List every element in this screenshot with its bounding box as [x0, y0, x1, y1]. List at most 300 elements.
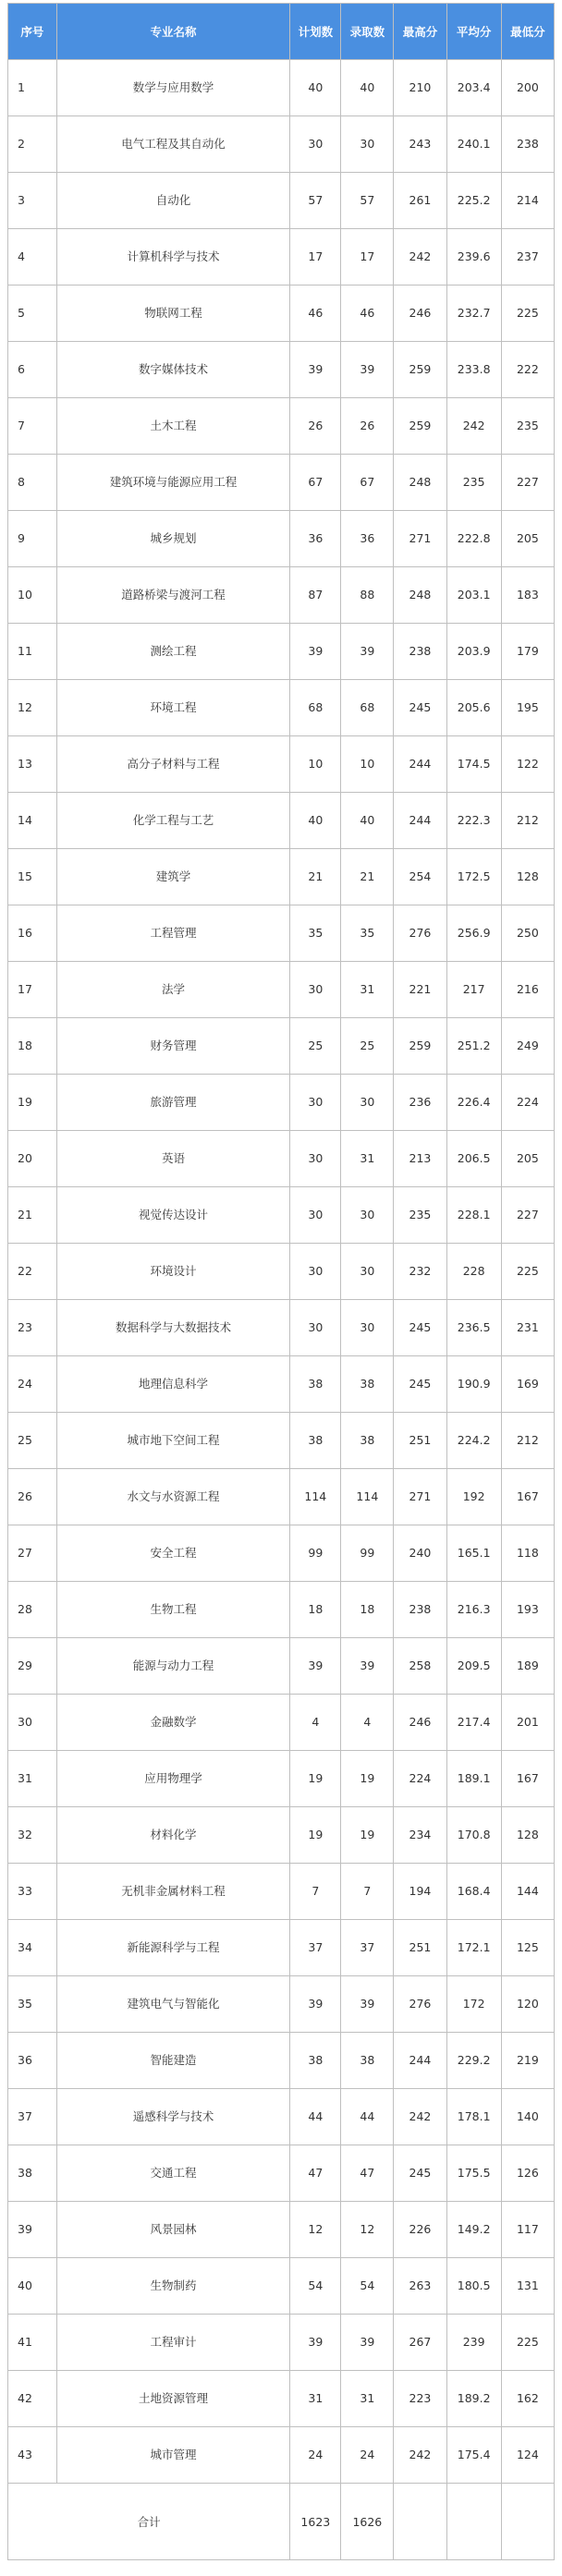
cell-highest-score: 251 — [394, 1413, 446, 1469]
cell-admitted-count: 38 — [341, 1356, 394, 1413]
cell-admitted-count: 7 — [341, 1864, 394, 1920]
cell-highest-score: 240 — [394, 1525, 446, 1582]
table-header — [8, 4, 555, 60]
cell-index: 13 — [8, 736, 57, 793]
header-average-score: 平均分 — [446, 4, 501, 60]
cell-lowest-score: 227 — [501, 1187, 554, 1244]
cell-lowest-score: 131 — [501, 2258, 554, 2315]
cell-admitted-count: 39 — [341, 2315, 394, 2371]
cell-index: 7 — [8, 398, 57, 455]
cell-index: 11 — [8, 624, 57, 680]
cell-lowest-score: 200 — [501, 60, 554, 116]
cell-major-name: 数学与应用数学 — [56, 60, 290, 116]
cell-admitted-count: 47 — [341, 2145, 394, 2202]
table-row — [8, 2145, 555, 2202]
cell-admitted-count: 46 — [341, 286, 394, 342]
cell-lowest-score: 162 — [501, 2371, 554, 2427]
cell-average-score: 232.7 — [446, 286, 501, 342]
cell-lowest-score: 117 — [501, 2202, 554, 2258]
cell-lowest-score: 219 — [501, 2033, 554, 2089]
cell-average-score: 149.2 — [446, 2202, 501, 2258]
cell-major-name: 土地资源管理 — [56, 2371, 290, 2427]
cell-highest-score: 246 — [394, 1695, 446, 1751]
cell-highest-score: 242 — [394, 2089, 446, 2145]
table-row — [8, 849, 555, 905]
cell-average-score: 205.6 — [446, 680, 501, 736]
cell-index: 31 — [8, 1751, 57, 1807]
cell-admitted-count: 19 — [341, 1751, 394, 1807]
cell-index: 12 — [8, 680, 57, 736]
cell-plan-count: 44 — [290, 2089, 341, 2145]
cell-highest-score: 235 — [394, 1187, 446, 1244]
cell-index: 3 — [8, 173, 57, 229]
cell-plan-count: 30 — [290, 1300, 341, 1356]
cell-major-name: 建筑环境与能源应用工程 — [56, 455, 290, 511]
table-row — [8, 286, 555, 342]
cell-index: 33 — [8, 1864, 57, 1920]
cell-highest-score: 248 — [394, 567, 446, 624]
cell-highest-score: 232 — [394, 1244, 446, 1300]
cell-lowest-score: 140 — [501, 2089, 554, 2145]
cell-index: 38 — [8, 2145, 57, 2202]
cell-highest-score: 259 — [394, 342, 446, 398]
cell-major-name: 智能建造 — [56, 2033, 290, 2089]
cell-highest-score: 194 — [394, 1864, 446, 1920]
cell-index: 26 — [8, 1469, 57, 1525]
cell-major-name: 城乡规划 — [56, 511, 290, 567]
cell-lowest-score: 124 — [501, 2427, 554, 2484]
cell-highest-score: 267 — [394, 2315, 446, 2371]
table-row — [8, 2202, 555, 2258]
cell-index: 35 — [8, 1976, 57, 2033]
cell-average-score: 217.4 — [446, 1695, 501, 1751]
cell-lowest-score: 189 — [501, 1638, 554, 1695]
total-empty-average — [446, 2484, 501, 2560]
cell-plan-count: 47 — [290, 2145, 341, 2202]
cell-plan-count: 30 — [290, 962, 341, 1018]
header-plan-count: 计划数 — [290, 4, 341, 60]
cell-admitted-count: 30 — [341, 1244, 394, 1300]
cell-average-score: 240.1 — [446, 116, 501, 173]
cell-lowest-score: 183 — [501, 567, 554, 624]
cell-average-score: 226.4 — [446, 1075, 501, 1131]
table-row — [8, 1582, 555, 1638]
table-row — [8, 962, 555, 1018]
cell-plan-count: 25 — [290, 1018, 341, 1075]
cell-admitted-count: 24 — [341, 2427, 394, 2484]
cell-highest-score: 242 — [394, 2427, 446, 2484]
cell-admitted-count: 37 — [341, 1920, 394, 1976]
cell-plan-count: 26 — [290, 398, 341, 455]
cell-major-name: 新能源科学与工程 — [56, 1920, 290, 1976]
table-row — [8, 680, 555, 736]
cell-plan-count: 30 — [290, 1075, 341, 1131]
cell-plan-count: 39 — [290, 624, 341, 680]
cell-index: 8 — [8, 455, 57, 511]
cell-plan-count: 24 — [290, 2427, 341, 2484]
header-highest-score: 最高分 — [394, 4, 446, 60]
cell-average-score: 170.8 — [446, 1807, 501, 1864]
cell-index: 23 — [8, 1300, 57, 1356]
table-row — [8, 1864, 555, 1920]
cell-average-score: 172.1 — [446, 1920, 501, 1976]
cell-admitted-count: 39 — [341, 624, 394, 680]
cell-major-name: 生物制药 — [56, 2258, 290, 2315]
table-row — [8, 1751, 555, 1807]
cell-lowest-score: 201 — [501, 1695, 554, 1751]
cell-plan-count: 19 — [290, 1751, 341, 1807]
cell-lowest-score: 118 — [501, 1525, 554, 1582]
table-row — [8, 2371, 555, 2427]
cell-lowest-score: 144 — [501, 1864, 554, 1920]
table-row — [8, 736, 555, 793]
cell-admitted-count: 39 — [341, 342, 394, 398]
cell-average-score: 165.1 — [446, 1525, 501, 1582]
cell-plan-count: 67 — [290, 455, 341, 511]
table-row — [8, 1244, 555, 1300]
table-row — [8, 2033, 555, 2089]
cell-lowest-score: 216 — [501, 962, 554, 1018]
cell-average-score: 242 — [446, 398, 501, 455]
cell-index: 42 — [8, 2371, 57, 2427]
cell-index: 21 — [8, 1187, 57, 1244]
cell-average-score: 239.6 — [446, 229, 501, 286]
cell-admitted-count: 38 — [341, 2033, 394, 2089]
cell-plan-count: 39 — [290, 2315, 341, 2371]
cell-plan-count: 30 — [290, 1131, 341, 1187]
cell-major-name: 土木工程 — [56, 398, 290, 455]
admission-score-table-container — [7, 3, 555, 2560]
cell-highest-score: 246 — [394, 286, 446, 342]
cell-average-score: 189.1 — [446, 1751, 501, 1807]
cell-major-name: 道路桥梁与渡河工程 — [56, 567, 290, 624]
cell-major-name: 能源与动力工程 — [56, 1638, 290, 1695]
cell-admitted-count: 10 — [341, 736, 394, 793]
cell-major-name: 遥感科学与技术 — [56, 2089, 290, 2145]
cell-highest-score: 238 — [394, 624, 446, 680]
cell-lowest-score: 195 — [501, 680, 554, 736]
cell-major-name: 高分子材料与工程 — [56, 736, 290, 793]
cell-index: 27 — [8, 1525, 57, 1582]
cell-major-name: 风景园林 — [56, 2202, 290, 2258]
cell-lowest-score: 128 — [501, 1807, 554, 1864]
cell-admitted-count: 88 — [341, 567, 394, 624]
cell-admitted-count: 39 — [341, 1638, 394, 1695]
cell-lowest-score: 125 — [501, 1920, 554, 1976]
table-footer — [8, 2484, 555, 2560]
table-row — [8, 1976, 555, 2033]
cell-major-name: 城市管理 — [56, 2427, 290, 2484]
cell-lowest-score: 128 — [501, 849, 554, 905]
cell-index: 22 — [8, 1244, 57, 1300]
cell-admitted-count: 35 — [341, 905, 394, 962]
cell-average-score: 190.9 — [446, 1356, 501, 1413]
table-row — [8, 173, 555, 229]
cell-average-score: 217 — [446, 962, 501, 1018]
cell-plan-count: 99 — [290, 1525, 341, 1582]
cell-highest-score: 248 — [394, 455, 446, 511]
table-row — [8, 1300, 555, 1356]
cell-highest-score: 245 — [394, 680, 446, 736]
cell-major-name: 城市地下空间工程 — [56, 1413, 290, 1469]
cell-highest-score: 245 — [394, 1300, 446, 1356]
cell-highest-score: 223 — [394, 2371, 446, 2427]
cell-index: 6 — [8, 342, 57, 398]
cell-average-score: 251.2 — [446, 1018, 501, 1075]
cell-major-name: 测绘工程 — [56, 624, 290, 680]
total-admitted: 1626 — [341, 2484, 394, 2560]
cell-highest-score: 242 — [394, 229, 446, 286]
table-row — [8, 455, 555, 511]
cell-highest-score: 261 — [394, 173, 446, 229]
cell-major-name: 环境工程 — [56, 680, 290, 736]
cell-index: 9 — [8, 511, 57, 567]
cell-average-score: 180.5 — [446, 2258, 501, 2315]
cell-average-score: 222.8 — [446, 511, 501, 567]
cell-admitted-count: 12 — [341, 2202, 394, 2258]
cell-index: 2 — [8, 116, 57, 173]
cell-admitted-count: 114 — [341, 1469, 394, 1525]
cell-major-name: 地理信息科学 — [56, 1356, 290, 1413]
cell-average-score: 256.9 — [446, 905, 501, 962]
cell-lowest-score: 250 — [501, 905, 554, 962]
cell-admitted-count: 19 — [341, 1807, 394, 1864]
table-row — [8, 1075, 555, 1131]
cell-admitted-count: 30 — [341, 1075, 394, 1131]
cell-highest-score: 263 — [394, 2258, 446, 2315]
table-row — [8, 1356, 555, 1413]
cell-highest-score: 244 — [394, 736, 446, 793]
cell-admitted-count: 4 — [341, 1695, 394, 1751]
cell-lowest-score: 167 — [501, 1751, 554, 1807]
cell-major-name: 自动化 — [56, 173, 290, 229]
table-row — [8, 2315, 555, 2371]
cell-index: 37 — [8, 2089, 57, 2145]
table-row — [8, 2427, 555, 2484]
total-empty-highest — [394, 2484, 446, 2560]
admission-score-table — [7, 3, 555, 2560]
cell-admitted-count: 38 — [341, 1413, 394, 1469]
table-row — [8, 1807, 555, 1864]
cell-highest-score: 245 — [394, 2145, 446, 2202]
cell-index: 39 — [8, 2202, 57, 2258]
cell-lowest-score: 205 — [501, 511, 554, 567]
table-row — [8, 1525, 555, 1582]
table-body — [8, 60, 555, 2484]
cell-major-name: 法学 — [56, 962, 290, 1018]
cell-plan-count: 18 — [290, 1582, 341, 1638]
cell-lowest-score: 222 — [501, 342, 554, 398]
cell-highest-score: 276 — [394, 1976, 446, 2033]
cell-admitted-count: 54 — [341, 2258, 394, 2315]
table-row — [8, 1413, 555, 1469]
cell-major-name: 应用物理学 — [56, 1751, 290, 1807]
cell-average-score: 203.9 — [446, 624, 501, 680]
cell-plan-count: 37 — [290, 1920, 341, 1976]
cell-major-name: 电气工程及其自动化 — [56, 116, 290, 173]
cell-lowest-score: 169 — [501, 1356, 554, 1413]
cell-highest-score: 226 — [394, 2202, 446, 2258]
cell-highest-score: 251 — [394, 1920, 446, 1976]
cell-admitted-count: 17 — [341, 229, 394, 286]
cell-admitted-count: 31 — [341, 1131, 394, 1187]
cell-index: 17 — [8, 962, 57, 1018]
table-row — [8, 2089, 555, 2145]
cell-index: 34 — [8, 1920, 57, 1976]
cell-index: 4 — [8, 229, 57, 286]
header-lowest-score: 最低分 — [501, 4, 554, 60]
cell-plan-count: 39 — [290, 342, 341, 398]
cell-admitted-count: 44 — [341, 2089, 394, 2145]
cell-average-score: 172 — [446, 1976, 501, 2033]
cell-average-score: 239 — [446, 2315, 501, 2371]
cell-major-name: 数字媒体技术 — [56, 342, 290, 398]
cell-admitted-count: 30 — [341, 1300, 394, 1356]
cell-lowest-score: 167 — [501, 1469, 554, 1525]
cell-index: 5 — [8, 286, 57, 342]
cell-admitted-count: 30 — [341, 1187, 394, 1244]
cell-average-score: 228.1 — [446, 1187, 501, 1244]
cell-highest-score: 221 — [394, 962, 446, 1018]
cell-lowest-score: 227 — [501, 455, 554, 511]
cell-index: 1 — [8, 60, 57, 116]
cell-average-score: 206.5 — [446, 1131, 501, 1187]
cell-admitted-count: 68 — [341, 680, 394, 736]
cell-index: 28 — [8, 1582, 57, 1638]
cell-lowest-score: 237 — [501, 229, 554, 286]
table-row — [8, 2258, 555, 2315]
cell-major-name: 建筑电气与智能化 — [56, 1976, 290, 2033]
cell-highest-score: 224 — [394, 1751, 446, 1807]
table-row — [8, 398, 555, 455]
table-row — [8, 1469, 555, 1525]
cell-average-score: 209.5 — [446, 1638, 501, 1695]
table-row — [8, 116, 555, 173]
total-empty-lowest — [501, 2484, 554, 2560]
cell-plan-count: 35 — [290, 905, 341, 962]
cell-admitted-count: 57 — [341, 173, 394, 229]
cell-index: 16 — [8, 905, 57, 962]
cell-plan-count: 10 — [290, 736, 341, 793]
cell-average-score: 222.3 — [446, 793, 501, 849]
table-row — [8, 567, 555, 624]
cell-index: 14 — [8, 793, 57, 849]
cell-lowest-score: 193 — [501, 1582, 554, 1638]
cell-plan-count: 54 — [290, 2258, 341, 2315]
cell-plan-count: 46 — [290, 286, 341, 342]
cell-lowest-score: 235 — [501, 398, 554, 455]
cell-plan-count: 114 — [290, 1469, 341, 1525]
cell-index: 18 — [8, 1018, 57, 1075]
cell-index: 24 — [8, 1356, 57, 1413]
cell-index: 41 — [8, 2315, 57, 2371]
cell-lowest-score: 179 — [501, 624, 554, 680]
cell-major-name: 英语 — [56, 1131, 290, 1187]
cell-average-score: 203.4 — [446, 60, 501, 116]
cell-average-score: 175.5 — [446, 2145, 501, 2202]
header-admitted-count: 录取数 — [341, 4, 394, 60]
cell-lowest-score: 225 — [501, 286, 554, 342]
total-plan: 1623 — [290, 2484, 341, 2560]
cell-highest-score: 245 — [394, 1356, 446, 1413]
cell-major-name: 无机非金属材料工程 — [56, 1864, 290, 1920]
cell-plan-count: 39 — [290, 1638, 341, 1695]
cell-major-name: 工程审计 — [56, 2315, 290, 2371]
cell-admitted-count: 39 — [341, 1976, 394, 2033]
cell-average-score: 174.5 — [446, 736, 501, 793]
cell-highest-score: 210 — [394, 60, 446, 116]
cell-lowest-score: 249 — [501, 1018, 554, 1075]
cell-lowest-score: 212 — [501, 793, 554, 849]
cell-major-name: 金融数学 — [56, 1695, 290, 1751]
cell-major-name: 建筑学 — [56, 849, 290, 905]
header-index: 序号 — [8, 4, 57, 60]
cell-average-score: 189.2 — [446, 2371, 501, 2427]
cell-plan-count: 30 — [290, 1244, 341, 1300]
cell-highest-score: 259 — [394, 1018, 446, 1075]
header-major-name: 专业名称 — [56, 4, 290, 60]
cell-average-score: 229.2 — [446, 2033, 501, 2089]
cell-average-score: 236.5 — [446, 1300, 501, 1356]
table-row — [8, 905, 555, 962]
cell-major-name: 数据科学与大数据技术 — [56, 1300, 290, 1356]
cell-average-score: 168.4 — [446, 1864, 501, 1920]
cell-lowest-score: 225 — [501, 1244, 554, 1300]
cell-lowest-score: 224 — [501, 1075, 554, 1131]
cell-index: 10 — [8, 567, 57, 624]
table-row — [8, 60, 555, 116]
total-row — [8, 2484, 555, 2560]
cell-highest-score: 234 — [394, 1807, 446, 1864]
cell-average-score: 224.2 — [446, 1413, 501, 1469]
cell-plan-count: 40 — [290, 60, 341, 116]
cell-admitted-count: 30 — [341, 116, 394, 173]
cell-index: 15 — [8, 849, 57, 905]
cell-highest-score: 271 — [394, 1469, 446, 1525]
cell-highest-score: 236 — [394, 1075, 446, 1131]
cell-index: 36 — [8, 2033, 57, 2089]
cell-lowest-score: 120 — [501, 1976, 554, 2033]
cell-major-name: 生物工程 — [56, 1582, 290, 1638]
cell-average-score: 216.3 — [446, 1582, 501, 1638]
table-row — [8, 793, 555, 849]
cell-major-name: 材料化学 — [56, 1807, 290, 1864]
cell-lowest-score: 214 — [501, 173, 554, 229]
cell-plan-count: 12 — [290, 2202, 341, 2258]
cell-admitted-count: 31 — [341, 962, 394, 1018]
cell-plan-count: 7 — [290, 1864, 341, 1920]
cell-average-score: 225.2 — [446, 173, 501, 229]
table-row — [8, 229, 555, 286]
cell-plan-count: 36 — [290, 511, 341, 567]
cell-plan-count: 39 — [290, 1976, 341, 2033]
cell-index: 32 — [8, 1807, 57, 1864]
cell-highest-score: 254 — [394, 849, 446, 905]
header-row — [8, 4, 555, 60]
cell-average-score: 178.1 — [446, 2089, 501, 2145]
cell-plan-count: 38 — [290, 1413, 341, 1469]
cell-plan-count: 30 — [290, 116, 341, 173]
cell-admitted-count: 26 — [341, 398, 394, 455]
cell-index: 20 — [8, 1131, 57, 1187]
cell-index: 43 — [8, 2427, 57, 2484]
cell-admitted-count: 40 — [341, 793, 394, 849]
cell-average-score: 203.1 — [446, 567, 501, 624]
cell-average-score: 233.8 — [446, 342, 501, 398]
cell-plan-count: 21 — [290, 849, 341, 905]
cell-highest-score: 271 — [394, 511, 446, 567]
table-row — [8, 342, 555, 398]
